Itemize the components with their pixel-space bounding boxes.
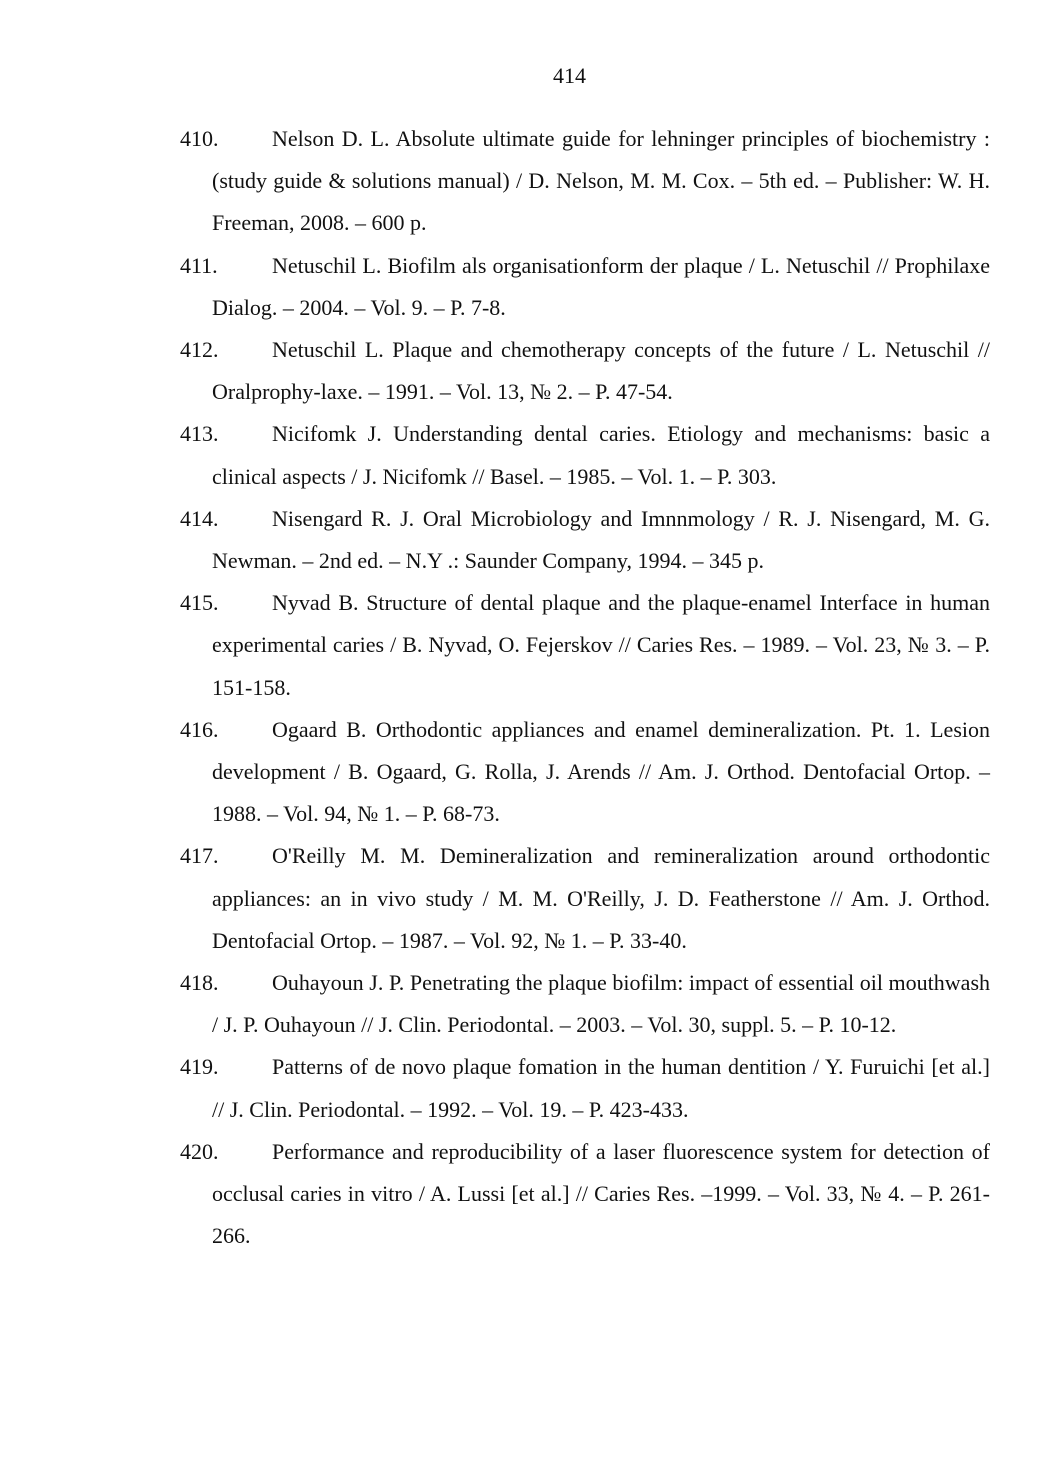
reference-list [180,118,990,1257]
reference-item [180,118,990,245]
reference-number: 413. [180,421,219,447]
reference-item [180,709,990,836]
reference-text: O'Reilly M. M. Demineralization and remineralization around orthodontic appliances: an in vivo study / M. M. O'Reilly, J. D. Featherstone // Am. J. Orthod. Dentofacial Ortop. – 1987. – Vol. 92, № 1. – P. 33-40. [212,843,990,953]
reference-text: Nisengard R. J. Oral Microbiology and Imnnmology / R. J. Nisengard, M. G. Newman. – 2nd ed. – N.Y .: Saunder Company, 1994. – 345 p. [212,505,990,574]
reference-text: Nyvad B. Structure of dental plaque and the plaque-enamel Interface in human experimental caries / B. Nyvad, O. Fejerskov // Caries Res. – 1989. – Vol. 23, № 3. – P. 151-158. [212,590,990,700]
reference-text: Ouhayoun J. P. Penetrating the plaque biofilm: impact of essential oil mouthwash / J. P. Ouhayoun // J. Clin. Periodontal. – 2003. – Vol. 30, suppl. 5. – P. 10-12. [212,970,990,1038]
reference-number: 414. [180,505,219,531]
reference-text: Ogaard B. Orthodontic appliances and enamel demineralization. Pt. 1. Lesion development / B. Ogaard, G. Rolla, J. Arends // Am. J. Orthod. Dentofacial Ortop. – 1988. – Vol. 94, № 1. – P. 68-73. [212,716,990,827]
reference-item [180,413,990,497]
reference-item [180,835,990,962]
reference-text: Netuschil L. Plaque and chemotherapy concepts of the future / L. Netuschil // Oralprophy-laxe. – 1991. – Vol. 13, № 2. – P. 47-54. [212,337,990,405]
reference-number: 410. [180,126,219,151]
reference-item [180,962,990,1046]
reference-item [180,582,990,709]
reference-item [180,245,990,329]
reference-text: Nicifomk J. Understanding dental caries. Etiology and mechanisms: basic a clinical aspects / J. Nicifomk // Basel. – 1985. – Vol. 1. – P. 303. [212,421,990,489]
reference-text: Nelson D. L. Absolute ultimate guide for lehninger principles of biochemistry : (study guide & solutions manual) / D. Nelson, M. M. Cox. – 5th ed. – Publisher: W. H. Freeman, 2008. – 600 p. [212,126,990,236]
reference-number: 412. [180,337,219,363]
reference-number: 417. [180,843,219,869]
reference-number: 416. [180,716,219,742]
reference-item [180,1046,990,1130]
reference-text: Patterns of de novo plaque fomation in the human dentition / Y. Furuichi [et al.] // J. Clin. Periodontal. – 1992. – Vol. 19. – P. 423-433. [212,1054,990,1122]
reference-text: Performance and reproducibility of a laser fluorescence system for detection of occlusal caries in vitro / A. Lussi [et al.] // Caries Res. –1999. – Vol. 33, № 4. – P. 261-266. [212,1138,990,1249]
reference-number: 415. [180,590,219,616]
page-number: 414 [553,63,586,88]
reference-number: 420. [180,1138,219,1164]
reference-number: 411. [180,252,218,278]
reference-item [180,498,990,582]
reference-number: 418. [180,970,219,996]
reference-item [180,329,990,413]
reference-text: Netuschil L. Biofilm als organisationform der plaque / L. Netuschil // Prophilaxe Dialog. – 2004. – Vol. 9. – P. 7-8. [212,252,990,320]
reference-number: 419. [180,1054,219,1080]
reference-item [180,1131,990,1258]
